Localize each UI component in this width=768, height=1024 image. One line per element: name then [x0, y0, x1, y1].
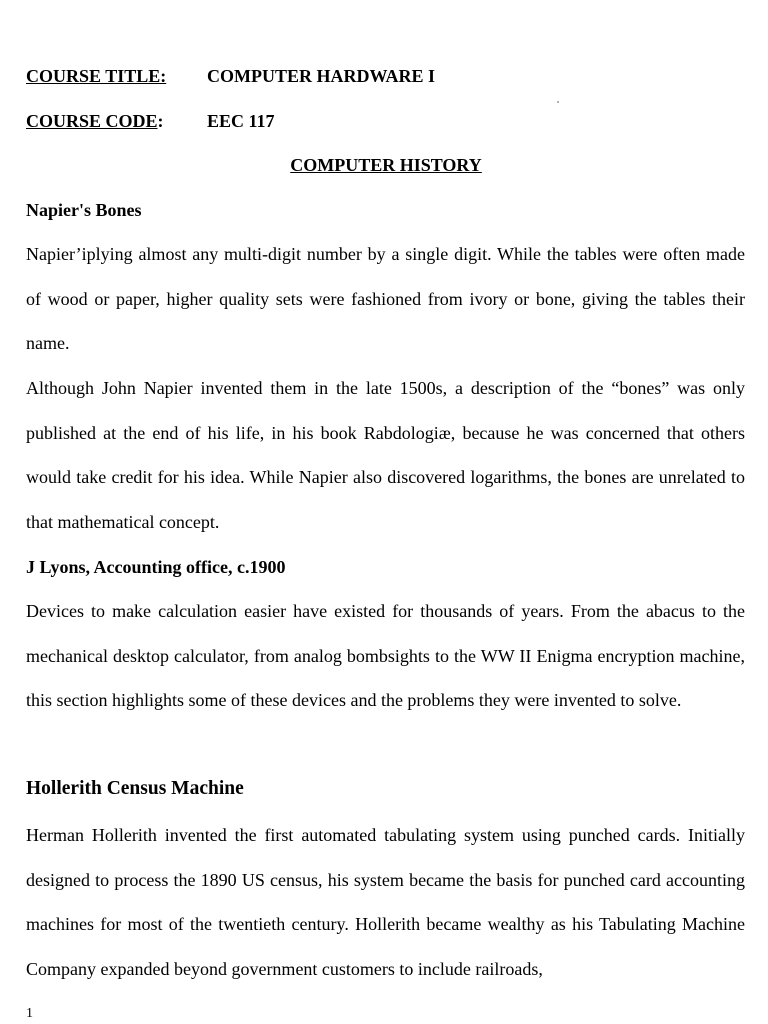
section-heading-j-lyons: J Lyons, Accounting office, c.1900 — [26, 557, 286, 577]
section-heading-napiers-bones: Napier's Bones — [26, 200, 142, 220]
section-heading-hollerith: Hollerith Census Machine — [26, 778, 244, 799]
stray-dot-mark — [557, 101, 559, 103]
course-title-label-wrap — [26, 65, 166, 87]
page-number: 1 — [26, 1006, 33, 1021]
page-title: COMPUTER HISTORY — [290, 155, 482, 175]
course-code-label-wrap — [26, 110, 164, 132]
course-code-colon: : — [157, 111, 164, 131]
paragraph-napier-2: Although John Napier invented them in the late 1500s, a description of the “bones” was only published at the end of his life, in his book Rabdologiæ, because he was concerned that others would take credit for his idea. While Napier also discovered logarithms, the bones are unrelated to that mathematical concept. — [26, 378, 745, 533]
course-title-label: COURSE TITLE: — [26, 66, 167, 86]
paragraph-napier-1: Napier’iplying almost any multi-digit number by a single digit. While the tables were often made of wood or paper, higher quality sets were fashioned from ivory or bone, giving the tables their name. — [26, 244, 745, 354]
paragraph-j-lyons: Devices to make calculation easier have existed for thousands of years. From the abacus to the mechanical desktop calculator, from analog bombsights to the WW II Enigma encryption machine, this section highlights some of these devices and the problems they were invented to solve. — [26, 601, 745, 711]
course-code-label: COURSE CODE — [26, 111, 158, 131]
paragraph-hollerith: Herman Hollerith invented the first automated tabulating system using punched cards. Initially designed to process the 1890 US census, his system became the basis for punched card accounting machines for most of the twentieth century. Hollerith became wealthy as his Tabulating Machine Company expanded beyond government customers to include railroads, — [26, 825, 745, 980]
course-title-value: COMPUTER HARDWARE I — [207, 66, 436, 86]
course-code-value: EEC 117 — [207, 111, 275, 131]
